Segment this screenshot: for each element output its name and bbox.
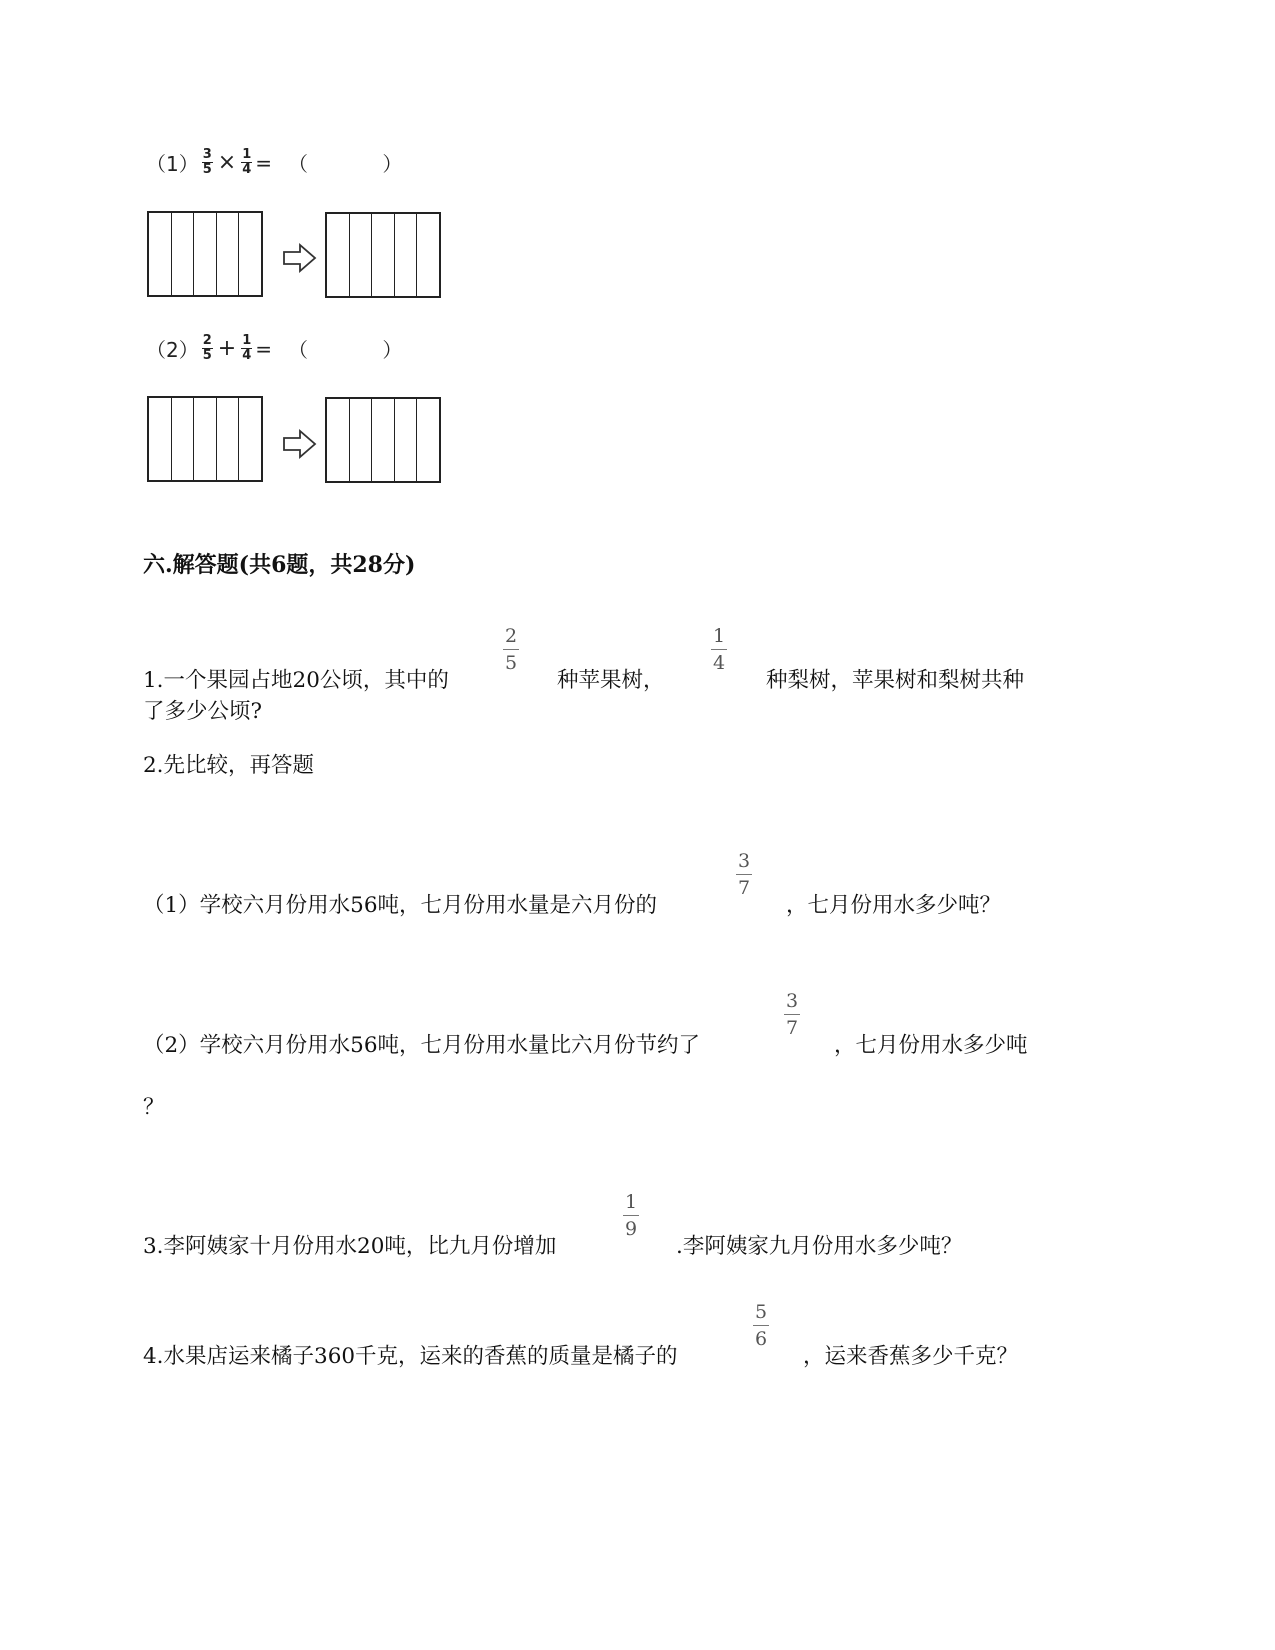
fraction-grid-right [325,397,441,483]
answer-blank: （ ） [288,152,437,176]
question-3: 3.李阿姨家十月份用水20吨，比九月份增加 [143,1234,557,1259]
answer-blank: （ ） [288,338,437,362]
fraction-grid-right [325,212,441,298]
question-2-sub2-tail: ，七月份用水多少吨 [834,1033,1028,1058]
question-1-part1: 1.一个果园占地20公顷，其中的 [143,668,449,693]
question-2-sub2-end: ？ [143,1095,165,1120]
fraction: 5 6 [754,1301,768,1350]
question-1-part2: 种苹果树， [557,668,665,693]
fraction: 3 7 [785,990,799,1039]
fraction-grid-left [147,396,263,482]
equals-sign: = [255,150,273,175]
question-4-tail: ，运来香蕉多少千克？ [803,1344,1019,1369]
fraction: 1 4 [712,625,726,674]
fraction: $\frac{3}{5}$ [202,147,212,177]
exercise-label: （2） [146,338,199,362]
arrow-right-icon [282,242,318,274]
arrow-right-icon [282,428,318,460]
question-2-title: 2.先比较，再答题 [143,753,315,778]
question-3-tail: .李阿姨家九月份用水多少吨？ [676,1234,963,1259]
question-2-sub1: （1）学校六月份用水56吨，七月份用水量是六月份的 [143,893,658,918]
equals-sign: = [255,336,273,361]
multiply-sign: × [217,150,237,175]
exercise-1-header [146,148,436,177]
question-2-sub2: （2）学校六月份用水56吨，七月份用水量比六月份节约了 [143,1033,701,1058]
fraction: $\frac{1}{4}$ [242,333,252,363]
exercise-2-header [146,334,436,363]
fraction: 3 7 [737,850,751,899]
fraction: 2 5 [202,333,212,363]
fraction: $\frac{1}{4}$ [242,147,252,177]
question-4: 4.水果店运来橘子360千克，运来的香蕉的质量是橘子的 [143,1344,678,1369]
question-1-line2: 了多少公顷? [143,699,263,724]
section-title: 六.解答题(共6题，共28分) [143,552,416,578]
question-1-part3: 种梨树，苹果树和梨树共种 [766,668,1025,693]
fraction-grid-left [147,211,263,297]
fraction: 2 5 [504,625,518,674]
fraction: 1 9 [624,1191,638,1240]
plus-sign: + [217,336,237,361]
exercise-label: （1） [146,152,199,176]
question-2-sub1-tail: ，七月份用水多少吨？ [786,893,1002,918]
